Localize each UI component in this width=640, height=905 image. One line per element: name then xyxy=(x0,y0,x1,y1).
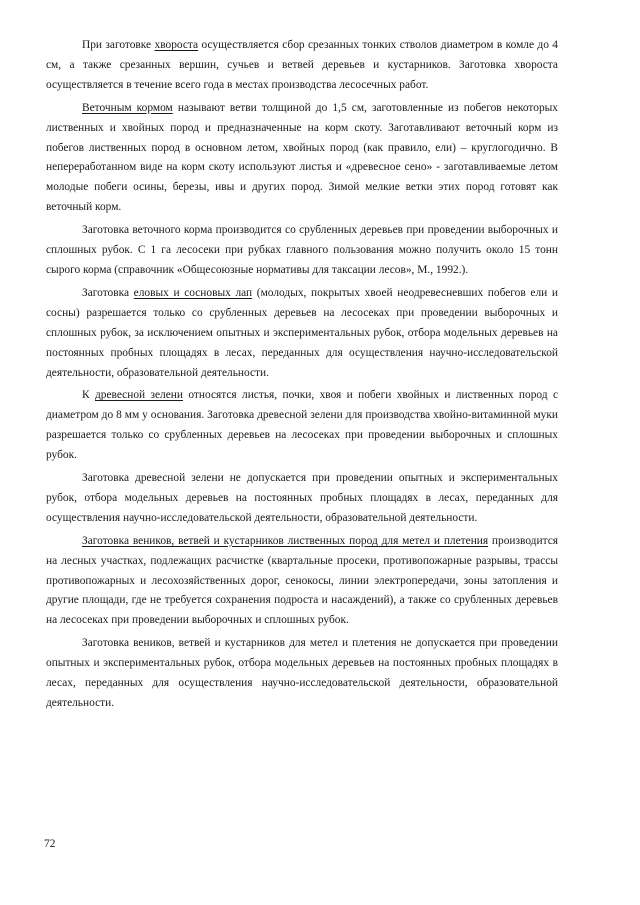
underlined-term: хвороста xyxy=(154,39,199,51)
paragraph-text: производится на лесных участках, подлежащих расчистке (квартальные просеки, противопожарные разрывы, трассы противопожарных и лесохозяйственных дорог, сенокосы, линии электропередачи, зоны затопления и другие площади, где не требуется сохранения подроста и насаждений), а также со срубленных деревьев на лесосеках при проведении выборочных и сплошных рубок. xyxy=(46,534,558,627)
underlined-term: Веточным кормом xyxy=(82,101,173,114)
document-body xyxy=(46,36,558,717)
paragraph-twig-fodder xyxy=(46,99,558,218)
paragraph-brushwood xyxy=(46,36,558,96)
paragraph-brooms-restriction xyxy=(46,634,558,714)
paragraph-text: Заготовка веников, ветвей и кустарников для метел и плетения не допускается при проведении опытных и экспериментальных рубок, отбора модельных деревьев на постоянных пробных площадях в лесах, переданных для осуществления научно-исследовательской деятельности, образовательной деятельности. xyxy=(46,637,558,709)
underlined-term: древесной зелени xyxy=(94,389,183,402)
paragraph-fodder-harvesting xyxy=(46,221,558,281)
paragraph-spruce-pine-branches xyxy=(46,284,558,384)
paragraph-brooms-weaving xyxy=(46,532,558,632)
paragraph-text: Заготовка древесной зелени не допускается при проведении опытных и экспериментальных рубок, отбора модельных деревьев на постоянных пробных площадях в лесах, переданных для осуществления научно-исследовательской деятельности, образовательной деятельности. xyxy=(46,472,558,524)
paragraph-text: называют ветви толщиной до 1,5 см, заготовленные из побегов некоторых лиственных и хвойных пород и предназначенные на корм скоту. Заготавливают веточный корм из побегов лиственных пород в основном летом, хвойных пород (как правило, ели) – круглогодично. В непереработанном виде на корм скоту используют листья и «древесное сено» - заготавливаемые летом молодые побеги осины, березы, ивы и других пород. Зимой мелкие ветки этих пород готовят как веточный корм. xyxy=(46,101,558,214)
underlined-term: еловых и сосновых лап xyxy=(133,286,253,299)
paragraph-text: осуществляется сбор срезанных тонких стволов диаметром в комле до 4 см, а также срезанных вершин, сучьев и ветвей деревьев и кустарников. Заготовка хвороста осуществляется в течение всего года в местах производства лесосечных работ. xyxy=(46,39,558,91)
paragraph-text: относятся листья, почки, хвоя и побеги хвойных и лиственных пород с диаметром до 8 мм у основания. Заготовка древесной зелени для производства хвойно-витаминной муки разрешается только со срубленных деревьев на лесосеках при проведении выборочных и сплошных рубок. xyxy=(46,389,558,462)
page-number: 72 xyxy=(44,838,56,850)
paragraph-text: (молодых, покрытых хвоей неодревесневших побегов ели и сосны) разрешается только со срубленных деревьев на лесосеках при проведении выборочных и сплошных рубок, за исключением опытных и экспериментальных рубок, отбора модельных деревьев на постоянных пробных площадях в лесах, переданных для осуществления научно-исследовательской деятельности, образовательной деятельности. xyxy=(46,286,558,379)
underlined-term: Заготовка веников, ветвей и кустарников лиственных пород для метел и плетения xyxy=(82,534,489,547)
paragraph-wood-greenery xyxy=(46,386,558,466)
paragraph-text: К xyxy=(82,389,95,402)
paragraph-greenery-restriction xyxy=(46,469,558,529)
paragraph-text: Заготовка xyxy=(82,286,134,299)
paragraph-text: Заготовка веточного корма производится со срубленных деревьев при проведении выборочных и сплошных рубок. С 1 га лесосеки при рубках главного пользования можно получить около 15 тонн сырого корма (справочник «Общесоюзные нормативы для таксации лесов», М., 1992.). xyxy=(46,224,558,276)
paragraph-text: При заготовке xyxy=(82,39,155,51)
